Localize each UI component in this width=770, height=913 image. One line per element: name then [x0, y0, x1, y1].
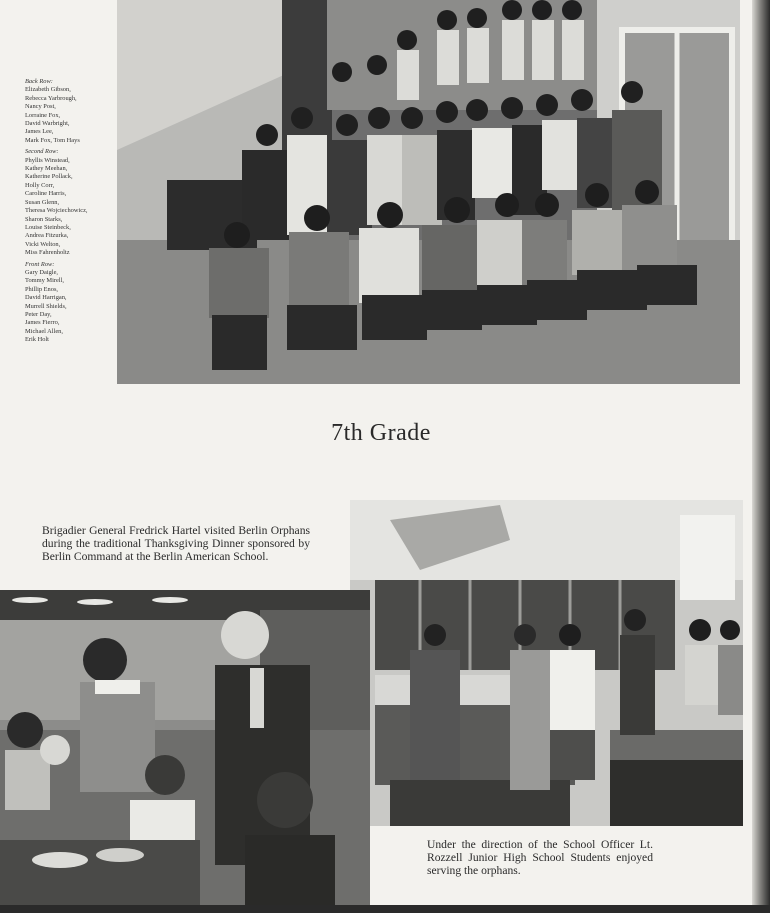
section-title: 7th Grade	[331, 420, 431, 446]
roster-name: Lorraine Fox,	[25, 111, 61, 119]
roster-heading: Second Row:	[25, 148, 59, 156]
page-bottom-edge	[0, 905, 770, 913]
roster-name: Mark Fox, Tom Hays	[25, 136, 80, 144]
roster-name: David Warbright,	[25, 120, 70, 128]
roster-name: Vicki Welton,	[25, 240, 61, 248]
roster-name: Susan Glenn,	[25, 198, 60, 206]
roster-heading: Back Row:	[25, 78, 53, 85]
roster-name: Kathey Meehan,	[25, 165, 68, 173]
roster-second-row	[25, 148, 115, 257]
roster-name: Miss Fahrenholtz	[25, 249, 70, 257]
class-group-photo	[117, 0, 740, 384]
page-edge	[752, 0, 770, 913]
roster-name: James Fierro,	[25, 319, 60, 327]
roster-name: Elizabeth Gibson,	[25, 86, 71, 94]
roster-name: Murrell Shields,	[25, 302, 67, 310]
photo-caption-general-visit: Brigadier General Fredrick Hartel visited Berlin Orphans during the traditional Thanksgiving Dinner sponsored by Berlin Command at the Berlin American School.	[42, 524, 310, 563]
roster-name: Michael Allen,	[25, 327, 63, 335]
students-serving-photo	[350, 500, 743, 826]
roster-name: Tommy Mirell,	[25, 277, 64, 285]
roster-name: Phillip Enos,	[25, 285, 59, 293]
roster-name: Caroline Harris,	[25, 190, 67, 198]
roster-heading: Front Row:	[25, 260, 55, 268]
roster-name: Gary Daigle,	[25, 268, 59, 276]
roster-name: Erik Holt	[25, 336, 49, 344]
roster-name: Andrea Fitzurka,	[25, 232, 69, 240]
photo-caption-students-serving: Under the direction of the School Officer Lt. Rozzell Junior High School Students enjoyed serving the orphans.	[427, 838, 653, 877]
roster-name: Sharon Starks,	[25, 215, 63, 223]
roster-front-row	[25, 261, 115, 345]
roster-name: Katherine Pollack,	[25, 173, 73, 181]
roster-back-row	[25, 78, 115, 145]
roster-name: Peter Day,	[25, 310, 52, 318]
roster-name: Theresa Wojciechowicz,	[25, 207, 88, 215]
class-roster	[25, 78, 115, 348]
roster-name: Phyllis Winstead,	[25, 156, 70, 164]
roster-name: Holly Corr,	[25, 181, 55, 189]
roster-name: Louise Steinbeck,	[25, 223, 71, 231]
roster-name: David Harrigan,	[25, 294, 67, 302]
roster-name: Rebecca Yarbrough,	[25, 94, 77, 102]
general-visit-photo	[0, 590, 370, 905]
roster-name: Nancy Post,	[25, 103, 56, 111]
roster-name: James Lee,	[25, 128, 54, 136]
